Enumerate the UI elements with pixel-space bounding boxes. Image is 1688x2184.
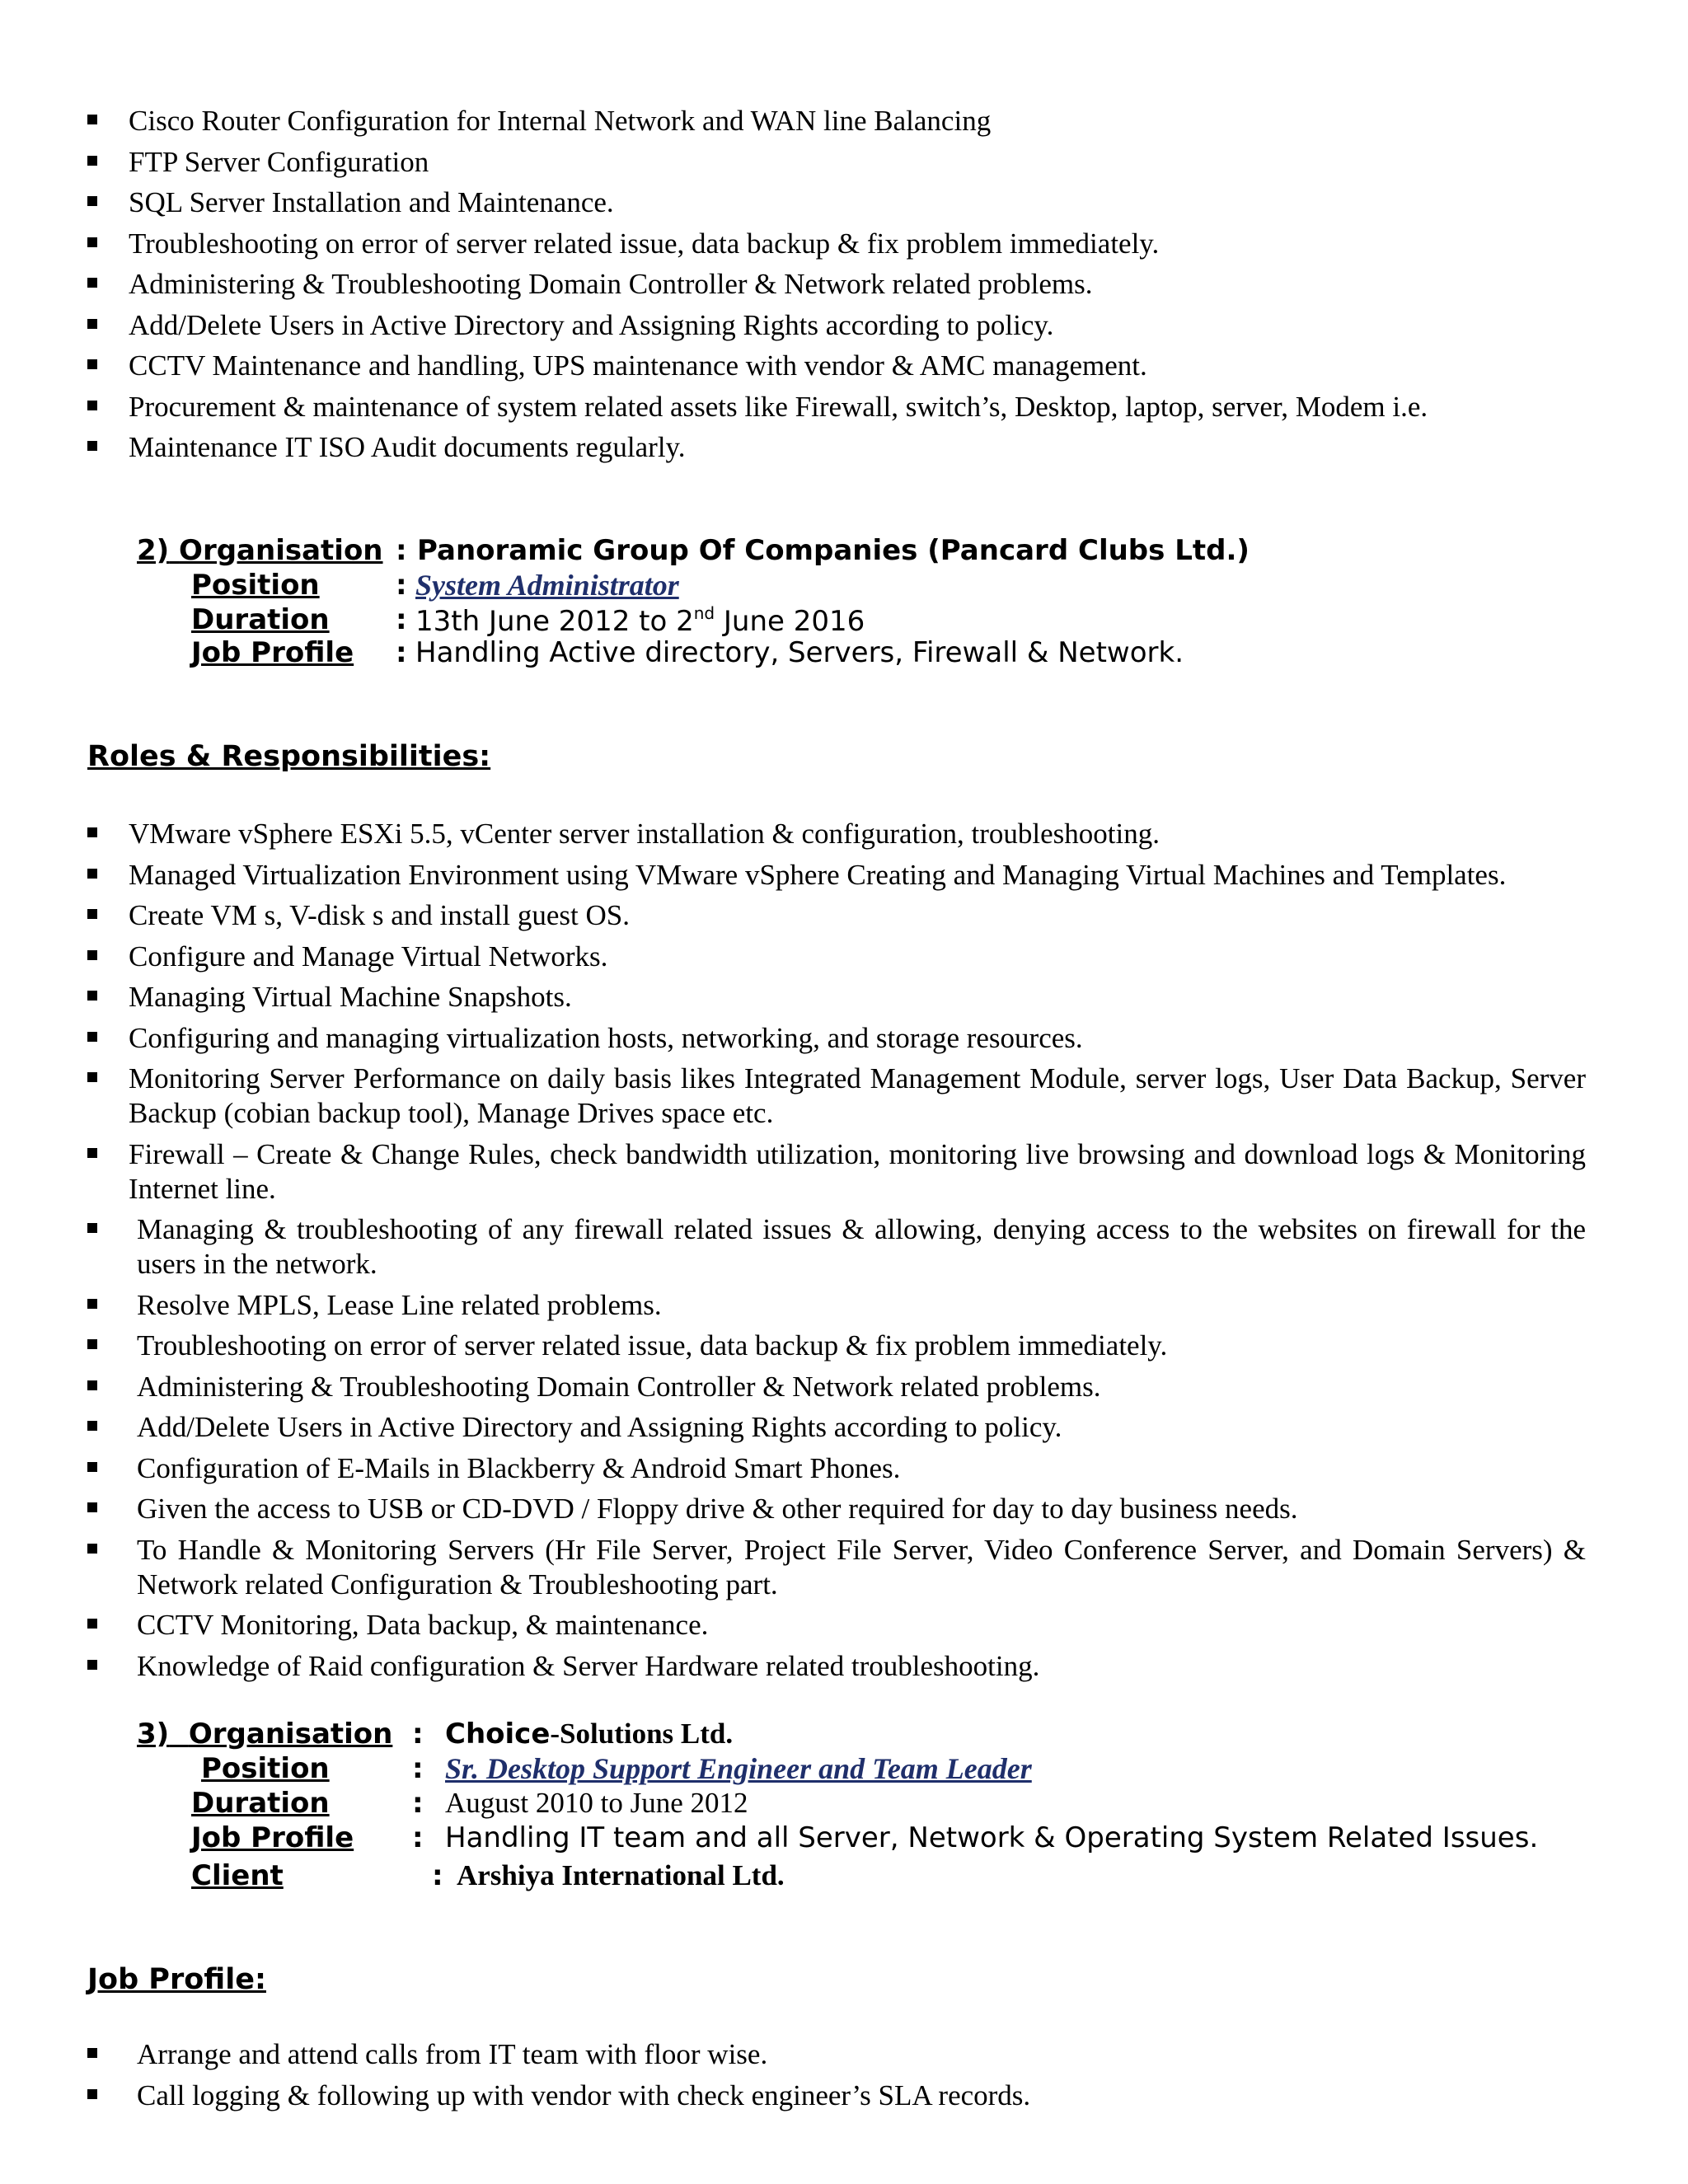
list-item: CCTV Monitoring, Data backup, & maintenance. bbox=[86, 1608, 1586, 1643]
roles-section-title: Roles & Responsibilities: bbox=[87, 740, 491, 773]
square-bullet-icon bbox=[87, 359, 97, 369]
org-2-jobprofile-label: Job Profile bbox=[191, 636, 354, 669]
square-bullet-icon bbox=[87, 319, 97, 329]
list-item: Administering & Troubleshooting Domain Controller & Network related problems. bbox=[86, 1370, 1586, 1404]
org-2-number-organisation-label: 2) Organisation bbox=[137, 534, 383, 567]
square-bullet-icon bbox=[87, 1502, 97, 1512]
square-bullet-icon bbox=[87, 1619, 97, 1629]
square-bullet-icon bbox=[87, 1339, 97, 1349]
square-bullet-icon bbox=[87, 950, 97, 960]
square-bullet-icon bbox=[87, 1544, 97, 1554]
responsibilities-list-1 bbox=[86, 104, 1586, 471]
list-item: Troubleshooting on error of server related issue, data backup & fix problem immediately. bbox=[86, 1329, 1586, 1363]
square-bullet-icon bbox=[87, 1380, 97, 1390]
square-bullet-icon bbox=[87, 1299, 97, 1309]
square-bullet-icon bbox=[87, 827, 97, 837]
list-item: Troubleshooting on error of server related issue, data backup & fix problem immediately. bbox=[86, 227, 1586, 261]
square-bullet-icon bbox=[87, 1032, 97, 1042]
square-bullet-icon bbox=[87, 115, 97, 124]
org-2-position-label: Position bbox=[191, 569, 320, 602]
org-3-jobprofile-label: Job Profile bbox=[191, 1821, 354, 1854]
org-2-jobprofile-value: Handling Active directory, Servers, Firewall & Network. bbox=[415, 636, 1184, 669]
list-item: Knowledge of Raid configuration & Server Hardware related troubleshooting. bbox=[86, 1649, 1586, 1684]
org-3-client-label: Client bbox=[191, 1859, 284, 1892]
square-bullet-icon bbox=[87, 1148, 97, 1158]
list-item: Configuration of E-Mails in Blackberry & Android Smart Phones. bbox=[86, 1451, 1586, 1486]
list-item: Maintenance IT ISO Audit documents regularly. bbox=[86, 430, 1586, 465]
square-bullet-icon bbox=[87, 909, 97, 919]
org-3-duration-label: Duration bbox=[191, 1787, 330, 1820]
org-2-duration-label: Duration bbox=[191, 603, 330, 636]
square-bullet-icon bbox=[87, 2048, 97, 2058]
square-bullet-icon bbox=[87, 441, 97, 451]
list-item: Create VM s, V-disk s and install guest OS. bbox=[86, 898, 1586, 933]
list-item: Procurement & maintenance of system related assets like Firewall, switch’s, Desktop, laptop, server, Modem i.e. bbox=[86, 390, 1586, 424]
resume-page: Cisco Router Configuration for Internal Network and WAN line Balancing FTP Server Configuration SQL Server Installation and Maintenance. Troubleshooting on error of server related issue, data backup & fix problem immediately. Administering & Troubleshooting Domain Controller & Network related problems. Add/Delete Users in Active Directory and Assigning Rights according to policy. CCTV Maintenance and handling, UPS maintenance with vendor & AMC management. Procurement & maintenance of system related assets like Firewall, switch’s, Desktop, laptop, server, Modem i.e. Maintenance IT ISO Audit documents regularly. 2) Organisation : Panoramic Group Of Companies (Pancard Clubs Ltd.) Position : System Administrator Duration : 13th June 2012 to 2nd June 2016 Job Profile : Handling Active directory, Servers, Firewall & Network. Roles & Responsibilities: VMware vSphere ESXi 5.5, vCenter server installation & configuration, troubleshooting. Managed Virtualization Environment using VMware vSphere Creating and Managing Virtual Machines and Templates. Create VM s, V-disk s and install guest OS. Configure and Manage Virtual Networks. Managing Virtual Machine Snapshots. Configuring and managing virtualization hosts, networking, and storage resources. Monitoring Server Performance on daily basis likes Integrated Management Module, server logs, User Data Backup, Server Backup (cobian backup tool), Manage Drives space etc. Firewall – Create & Change Rules, check bandwidth utilization, monitoring live browsing and download logs & Monitoring Internet line. Managing & troubleshooting of any firewall related issues & allowing, denying access to the websites on firewall for the users in the network. Resolve MPLS, Lease Line related problems. Troubleshooting on error of server related issue, data backup & fix problem immediately. Administering & Troubleshooting Domain Controller & Network related problems. Add/Delete Users in Active Directory and Assigning Rights according to policy. Configuration of E-Mails in Blackberry & Android Smart Phones. Given the access to USB or CD-DVD / Floppy drive & other required for day to day business needs. To Handle & Monitoring Servers (Hr File Server, Project File Server, Video Conference Server, and Domain Servers) & Network related Configuration & Troubleshooting part. CCTV Monitoring, Data backup, & maintenance. Knowledge of Raid configuration & Server Hardware related troubleshooting. 3) Organisation : Choice-Solutions Ltd. Position : Sr. Desktop Support Engineer and Team Leader Duration : August 2010 to June 2012 Job Profile : Handling IT team and all Server, Network & Operating System Related Issues. Client : Arshiya International Ltd. Job Profile: Arrange and attend calls from IT team with floor wise. Call logging & following up with vendor with check engineer’s SLA records. bbox=[0, 0, 1688, 2184]
square-bullet-icon bbox=[87, 196, 97, 206]
list-item: Arrange and attend calls from IT team with floor wise. bbox=[86, 2037, 1586, 2072]
square-bullet-icon bbox=[87, 991, 97, 1001]
list-item: Add/Delete Users in Active Directory and Assigning Rights according to policy. bbox=[86, 308, 1586, 343]
org-2-position-link[interactable]: System Administrator bbox=[415, 569, 679, 602]
org-3-position-link[interactable]: Sr. Desktop Support Engineer and Team Leader bbox=[445, 1752, 1032, 1785]
list-item: Managing Virtual Machine Snapshots. bbox=[86, 980, 1586, 1015]
org-2-duration-value: 13th June 2012 to 2nd June 2016 bbox=[415, 603, 865, 638]
list-item: VMware vSphere ESXi 5.5, vCenter server installation & configuration, troubleshooting. bbox=[86, 817, 1586, 851]
list-item: Firewall – Create & Change Rules, check bandwidth utilization, monitoring live browsing and download logs & Monitoring Internet line. bbox=[86, 1137, 1586, 1207]
square-bullet-icon bbox=[87, 869, 97, 879]
list-item: SQL Server Installation and Maintenance. bbox=[86, 185, 1586, 220]
list-item: Given the access to USB or CD-DVD / Floppy drive & other required for day to day business needs. bbox=[86, 1492, 1586, 1526]
org-2-organisation-value: Panoramic Group Of Companies (Pancard Clubs Ltd.) bbox=[417, 534, 1250, 567]
square-bullet-icon bbox=[87, 1072, 97, 1082]
list-item: Administering & Troubleshooting Domain Controller & Network related problems. bbox=[86, 267, 1586, 302]
square-bullet-icon bbox=[87, 401, 97, 410]
org-3-number-organisation-label: 3) Organisation bbox=[137, 1718, 393, 1750]
square-bullet-icon bbox=[87, 1421, 97, 1431]
org-3-position-label: Position bbox=[201, 1752, 330, 1785]
list-item: Add/Delete Users in Active Directory and Assigning Rights according to policy. bbox=[86, 1410, 1586, 1445]
list-item: Managing & troubleshooting of any firewall related issues & allowing, denying access to the websites on firewall for the users in the network. bbox=[86, 1212, 1586, 1282]
square-bullet-icon bbox=[87, 1660, 97, 1670]
job-profile-list bbox=[86, 2037, 1586, 2119]
org-3-organisation-value: Choice-Solutions Ltd. bbox=[445, 1718, 734, 1750]
responsibilities-list-2 bbox=[86, 817, 1586, 1690]
square-bullet-icon bbox=[87, 237, 97, 247]
square-bullet-icon bbox=[87, 1462, 97, 1472]
list-item: CCTV Maintenance and handling, UPS maintenance with vendor & AMC management. bbox=[86, 349, 1586, 383]
org-3-client-value: Arshiya International Ltd. bbox=[457, 1859, 785, 1891]
list-item: Monitoring Server Performance on daily basis likes Integrated Management Module, server logs, User Data Backup, Server Backup (cobian backup tool), Manage Drives space etc. bbox=[86, 1062, 1586, 1131]
list-item: Resolve MPLS, Lease Line related problems. bbox=[86, 1288, 1586, 1323]
square-bullet-icon bbox=[87, 1223, 97, 1233]
list-item: To Handle & Monitoring Servers (Hr File Server, Project File Server, Video Conference Server, and Domain Servers) & Network related Configuration & Troubleshooting part. bbox=[86, 1533, 1586, 1602]
org-3-jobprofile-value: Handling IT team and all Server, Network & Operating System Related Issues. bbox=[445, 1821, 1539, 1854]
list-item: FTP Server Configuration bbox=[86, 145, 1586, 180]
list-item: Configuring and managing virtualization hosts, networking, and storage resources. bbox=[86, 1021, 1586, 1056]
square-bullet-icon bbox=[87, 278, 97, 288]
square-bullet-icon bbox=[87, 2089, 97, 2099]
org-3-duration-value: August 2010 to June 2012 bbox=[445, 1787, 748, 1819]
list-item: Configure and Manage Virtual Networks. bbox=[86, 940, 1586, 974]
list-item: Call logging & following up with vendor with check engineer’s SLA records. bbox=[86, 2079, 1586, 2113]
job-profile-section-title: Job Profile: bbox=[87, 1963, 266, 1996]
list-item: Cisco Router Configuration for Internal Network and WAN line Balancing bbox=[86, 104, 1586, 138]
list-item: Managed Virtualization Environment using VMware vSphere Creating and Managing Virtual Machines and Templates. bbox=[86, 858, 1586, 893]
square-bullet-icon bbox=[87, 156, 97, 166]
